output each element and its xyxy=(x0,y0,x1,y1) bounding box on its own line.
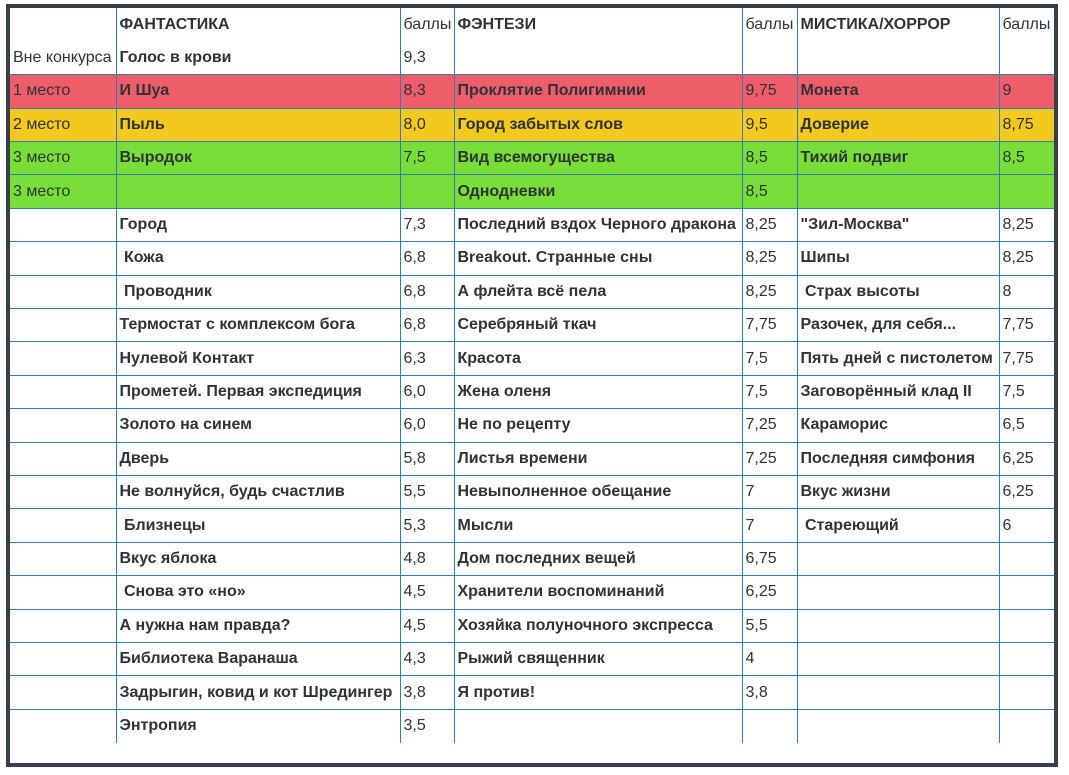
fentezi-title: Мысли xyxy=(454,509,742,542)
fentezi-score: 4 xyxy=(742,642,797,675)
fentezi-title: Жена оленя xyxy=(454,375,742,408)
fentezi-score: 7,5 xyxy=(742,375,797,408)
fantastika-score: 6,0 xyxy=(400,409,454,442)
place-label xyxy=(10,309,116,342)
table-row xyxy=(10,642,1054,675)
table-row xyxy=(10,75,1054,108)
table-row xyxy=(10,208,1054,241)
fantastika-score: 6,0 xyxy=(400,375,454,408)
table-row xyxy=(10,576,1054,609)
header-score-fantastika: баллы xyxy=(400,8,454,41)
fantastika-score: 4,3 xyxy=(400,642,454,675)
place-label: 3 место xyxy=(10,175,116,208)
table-row xyxy=(10,442,1054,475)
mistika-title: Доверие xyxy=(797,108,999,141)
fentezi-score: 9,5 xyxy=(742,108,797,141)
fentezi-score: 7,25 xyxy=(742,442,797,475)
place-label xyxy=(10,275,116,308)
fentezi-title: Рыжий священник xyxy=(454,642,742,675)
fantastika-title: Выродок xyxy=(116,142,400,175)
fantastika-score: 7,3 xyxy=(400,208,454,241)
mistika-title xyxy=(797,41,999,74)
fentezi-score: 8,25 xyxy=(742,275,797,308)
fentezi-score xyxy=(742,41,797,74)
fentezi-score: 7 xyxy=(742,475,797,508)
place-label xyxy=(10,475,116,508)
fantastika-title xyxy=(116,175,400,208)
header-fentezi: ФЭНТЕЗИ xyxy=(454,8,742,41)
mistika-score: 8,5 xyxy=(999,142,1054,175)
fantastika-score: 4,8 xyxy=(400,542,454,575)
mistika-score: 7,75 xyxy=(999,309,1054,342)
fantastika-title: Не волнуйся, будь счастлив xyxy=(116,475,400,508)
mistika-title xyxy=(797,709,999,742)
place-label xyxy=(10,676,116,709)
fantastika-score: 5,8 xyxy=(400,442,454,475)
fentezi-score: 6,25 xyxy=(742,576,797,609)
mistika-score xyxy=(999,41,1054,74)
mistika-score: 8,75 xyxy=(999,108,1054,141)
fentezi-score: 7,25 xyxy=(742,409,797,442)
results-table xyxy=(10,8,1054,743)
fentezi-title: Серебряный ткач xyxy=(454,309,742,342)
fentezi-score: 8,5 xyxy=(742,175,797,208)
table-row xyxy=(10,375,1054,408)
fentezi-score: 7,5 xyxy=(742,342,797,375)
mistika-score: 7,5 xyxy=(999,375,1054,408)
fantastika-title: Золото на синем xyxy=(116,409,400,442)
mistika-title: Монета xyxy=(797,75,999,108)
mistika-score: 8,25 xyxy=(999,242,1054,275)
fantastika-score: 6,3 xyxy=(400,342,454,375)
header-row xyxy=(10,8,1054,41)
fentezi-title: Хранители воспоминаний xyxy=(454,576,742,609)
fantastika-title: Вкус яблока xyxy=(116,542,400,575)
fentezi-title: Вид всемогущества xyxy=(454,142,742,175)
mistika-title: Тихий подвиг xyxy=(797,142,999,175)
fantastika-score: 6,8 xyxy=(400,309,454,342)
fentezi-title: Не по рецепту xyxy=(454,409,742,442)
table-row xyxy=(10,542,1054,575)
place-label xyxy=(10,409,116,442)
mistika-title: Разочек, для себя... xyxy=(797,309,999,342)
place-label xyxy=(10,642,116,675)
fentezi-score: 3,8 xyxy=(742,676,797,709)
mistika-score xyxy=(999,642,1054,675)
fentezi-score xyxy=(742,709,797,742)
fentezi-title: Хозяйка полуночного экспресса xyxy=(454,609,742,642)
header-score-fentezi: баллы xyxy=(742,8,797,41)
place-label xyxy=(10,375,116,408)
mistika-title xyxy=(797,542,999,575)
fentezi-title: Проклятие Полигимнии xyxy=(454,75,742,108)
fantastika-score: 9,3 xyxy=(400,41,454,74)
fantastika-title: Энтропия xyxy=(116,709,400,742)
table-row xyxy=(10,409,1054,442)
fantastika-title: Нулевой Контакт xyxy=(116,342,400,375)
fantastika-title: Прометей. Первая экспедиция xyxy=(116,375,400,408)
place-label: 1 место xyxy=(10,75,116,108)
fantastika-title: Пыль xyxy=(116,108,400,141)
fantastika-score: 3,8 xyxy=(400,676,454,709)
table-row xyxy=(10,676,1054,709)
fantastika-title: Проводник xyxy=(116,275,400,308)
fentezi-title: Дом последних вещей xyxy=(454,542,742,575)
place-label xyxy=(10,208,116,241)
fentezi-title: А флейта всё пела xyxy=(454,275,742,308)
fantastika-title: Голос в крови xyxy=(116,41,400,74)
table-row xyxy=(10,142,1054,175)
mistika-title: Последняя симфония xyxy=(797,442,999,475)
fentezi-title: Однодневки xyxy=(454,175,742,208)
mistika-title xyxy=(797,609,999,642)
fantastika-title: Снова это «но» xyxy=(116,576,400,609)
table-row xyxy=(10,475,1054,508)
place-label: 2 место xyxy=(10,108,116,141)
fantastika-score: 3,5 xyxy=(400,709,454,742)
fentezi-title xyxy=(454,709,742,742)
fentezi-score: 5,5 xyxy=(742,609,797,642)
mistika-title: Караморис xyxy=(797,409,999,442)
fentezi-score: 8,25 xyxy=(742,208,797,241)
place-label: 3 место xyxy=(10,142,116,175)
mistika-score xyxy=(999,576,1054,609)
mistika-title: Страх высоты xyxy=(797,275,999,308)
table-row xyxy=(10,309,1054,342)
fentezi-title: Невыполненное обещание xyxy=(454,475,742,508)
fentezi-score: 9,75 xyxy=(742,75,797,108)
mistika-score: 8 xyxy=(999,275,1054,308)
fantastika-score: 8,3 xyxy=(400,75,454,108)
fantastika-score: 8,0 xyxy=(400,108,454,141)
fentezi-title: Листья времени xyxy=(454,442,742,475)
fantastika-score xyxy=(400,175,454,208)
place-label: Вне конкурса xyxy=(10,41,116,74)
table-row xyxy=(10,509,1054,542)
table-row xyxy=(10,275,1054,308)
fantastika-score: 6,8 xyxy=(400,275,454,308)
fentezi-title: Последний вздох Черного дракона xyxy=(454,208,742,241)
fantastika-score: 5,5 xyxy=(400,475,454,508)
mistika-score: 8,25 xyxy=(999,208,1054,241)
place-label xyxy=(10,709,116,742)
fantastika-score: 4,5 xyxy=(400,609,454,642)
header-place xyxy=(10,8,116,41)
fantastika-title: А нужна нам правда? xyxy=(116,609,400,642)
fantastika-score: 7,5 xyxy=(400,142,454,175)
header-mistika: МИСТИКА/ХОРРОР xyxy=(797,8,999,41)
fantastika-title: Библиотека Варанаша xyxy=(116,642,400,675)
fentezi-title: Я против! xyxy=(454,676,742,709)
mistika-title: "Зил-Москва" xyxy=(797,208,999,241)
table-row xyxy=(10,709,1054,742)
fantastika-title: И Шуа xyxy=(116,75,400,108)
mistika-title xyxy=(797,175,999,208)
mistika-score xyxy=(999,709,1054,742)
mistika-title xyxy=(797,676,999,709)
table-row xyxy=(10,609,1054,642)
mistika-score: 6 xyxy=(999,509,1054,542)
fentezi-score: 8,25 xyxy=(742,242,797,275)
mistika-title xyxy=(797,576,999,609)
fentezi-score: 8,5 xyxy=(742,142,797,175)
fantastika-score: 6,8 xyxy=(400,242,454,275)
table-row xyxy=(10,41,1054,74)
table-row xyxy=(10,342,1054,375)
mistika-score: 6,25 xyxy=(999,475,1054,508)
fantastika-score: 5,3 xyxy=(400,509,454,542)
results-table-frame xyxy=(6,4,1058,767)
fantastika-title: Город xyxy=(116,208,400,241)
fantastika-title: Термостат с комплексом бога xyxy=(116,309,400,342)
mistika-title: Пять дней с пистолетом xyxy=(797,342,999,375)
mistika-score: 9 xyxy=(999,75,1054,108)
fentezi-title: Breakout. Странные сны xyxy=(454,242,742,275)
fentezi-title xyxy=(454,41,742,74)
place-label xyxy=(10,242,116,275)
mistika-score xyxy=(999,175,1054,208)
mistika-title: Шипы xyxy=(797,242,999,275)
fantastika-title: Кожа xyxy=(116,242,400,275)
mistika-score xyxy=(999,542,1054,575)
place-label xyxy=(10,342,116,375)
header-score-mistika: баллы xyxy=(999,8,1054,41)
table-row xyxy=(10,175,1054,208)
place-label xyxy=(10,442,116,475)
mistika-score: 6,25 xyxy=(999,442,1054,475)
mistika-title: Стареющий xyxy=(797,509,999,542)
table-row xyxy=(10,108,1054,141)
place-label xyxy=(10,542,116,575)
mistika-title: Вкус жизни xyxy=(797,475,999,508)
place-label xyxy=(10,609,116,642)
mistika-score: 7,75 xyxy=(999,342,1054,375)
fentezi-score: 7 xyxy=(742,509,797,542)
fantastika-score: 4,5 xyxy=(400,576,454,609)
fentezi-title: Красота xyxy=(454,342,742,375)
mistika-score: 6,5 xyxy=(999,409,1054,442)
fantastika-title: Близнецы xyxy=(116,509,400,542)
fantastika-title: Задрыгин, ковид и кот Шредингер xyxy=(116,676,400,709)
fentezi-title: Город забытых слов xyxy=(454,108,742,141)
mistika-title: Заговорённый клад II xyxy=(797,375,999,408)
mistika-title xyxy=(797,642,999,675)
header-fantastika: ФАНТАСТИКА xyxy=(116,8,400,41)
fantastika-title: Дверь xyxy=(116,442,400,475)
place-label xyxy=(10,576,116,609)
mistika-score xyxy=(999,609,1054,642)
table-row xyxy=(10,242,1054,275)
place-label xyxy=(10,509,116,542)
fentezi-score: 6,75 xyxy=(742,542,797,575)
mistika-score xyxy=(999,676,1054,709)
fentezi-score: 7,75 xyxy=(742,309,797,342)
